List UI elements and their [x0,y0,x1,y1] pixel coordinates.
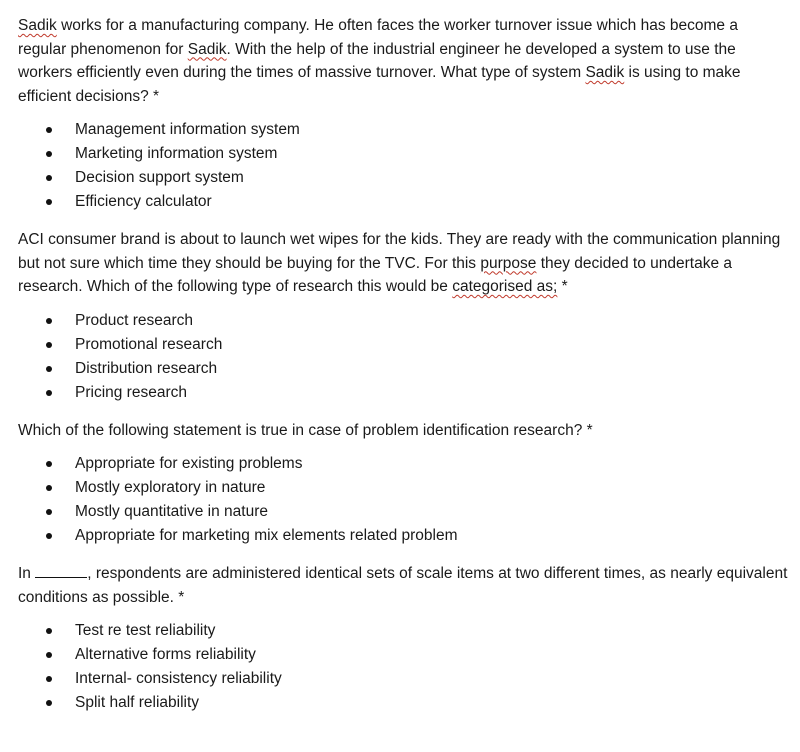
question-3-text: Which of the following statement is true in case of problem identification research? * [18,421,593,439]
q2-word-categorised: categorised as; [452,278,558,295]
q2-option [18,333,788,357]
q1-post: is using to make efficient decisions? * [18,64,741,105]
q4-option-label: Internal- consistency reliability [75,670,282,687]
bullet-icon [46,461,52,467]
q1-name-2: Sadik [187,40,227,58]
q1-option [18,190,788,214]
bullet-icon [46,485,52,491]
q2-word-purpose: purpose [480,254,537,272]
q4-option [18,667,788,691]
q2-option-label: Distribution research [75,359,218,377]
question-2-options [18,309,788,405]
q2-option-label: Product research [75,311,194,329]
q3-option-label: Mostly quantitative in nature [75,503,268,520]
q4-option-label: Alternative forms reliability [75,646,256,663]
q3-option-label: Appropriate for existing problems [75,455,303,472]
bullet-icon [46,652,52,658]
q4-option-label: Test re test reliability [75,622,216,639]
q4-option [18,691,788,715]
q2-option [18,357,788,381]
question-3-options [18,452,788,548]
q3-option-label: Mostly exploratory in nature [75,479,266,496]
fill-in-blank [35,563,87,578]
bullet-icon [46,342,52,348]
q1-name-3: Sadik [585,64,625,81]
bullet-icon [46,628,52,634]
bullet-icon [46,151,52,157]
q2-option-label: Promotional research [75,335,223,353]
bullet-icon [46,509,52,515]
q2-option [18,381,788,405]
bullet-icon [46,700,52,706]
question-4-options [18,619,788,715]
q2-mid: they decided to undertake a research. Which of the following type of research this would be [18,254,733,295]
q4-pre: In [18,565,36,582]
bullet-icon [46,199,52,205]
bullet-icon [46,390,52,396]
q1-option-label: Decision support system [75,169,244,186]
bullet-icon [46,127,52,133]
question-4-text [18,562,788,609]
q4-post: , respondents are administered identical sets of scale items at two different times, as nearly equivalent conditions as possible. * [18,565,788,606]
q4-option-label: Split half reliability [75,694,200,711]
q2-post: * [557,278,568,295]
q2-option-label: Pricing research [75,383,187,401]
bullet-icon [46,533,52,539]
q1-mid-1: works for a manufacturing company. He often faces the worker turnover issue which has become a regular phenomenon for [18,17,738,58]
q1-option-label: Marketing information system [75,145,278,162]
bullet-icon [46,175,52,181]
q3-option [18,500,788,524]
q3-option [18,524,788,548]
q4-option [18,619,788,643]
q2-pre: ACI consumer brand is about to launch wet wipes for the kids. They are ready with the communication planning but not sure which time they should be buying for the TVC. For this [18,231,781,272]
q1-name-1: Sadik [18,17,57,34]
q3-option [18,476,788,500]
q3-option [18,452,788,476]
bullet-icon [46,366,52,372]
question-2-text [18,228,788,299]
q4-option [18,643,788,667]
q1-mid-2: . With the help of the industrial engineer he developed a system to use the workers efficiently even during the times of massive turnover. What type of system [18,40,736,81]
q2-option [18,309,788,333]
q1-option-label: Efficiency calculator [75,193,212,210]
q1-option [18,166,788,190]
bullet-icon [46,318,52,324]
q1-option [18,118,788,142]
question-1-options [18,118,788,214]
q3-option-label: Appropriate for marketing mix elements related problem [75,527,458,544]
q1-option [18,142,788,166]
q1-option-label: Management information system [75,121,300,138]
bullet-icon [46,676,52,682]
document [18,14,788,715]
question-1-text [18,14,788,108]
